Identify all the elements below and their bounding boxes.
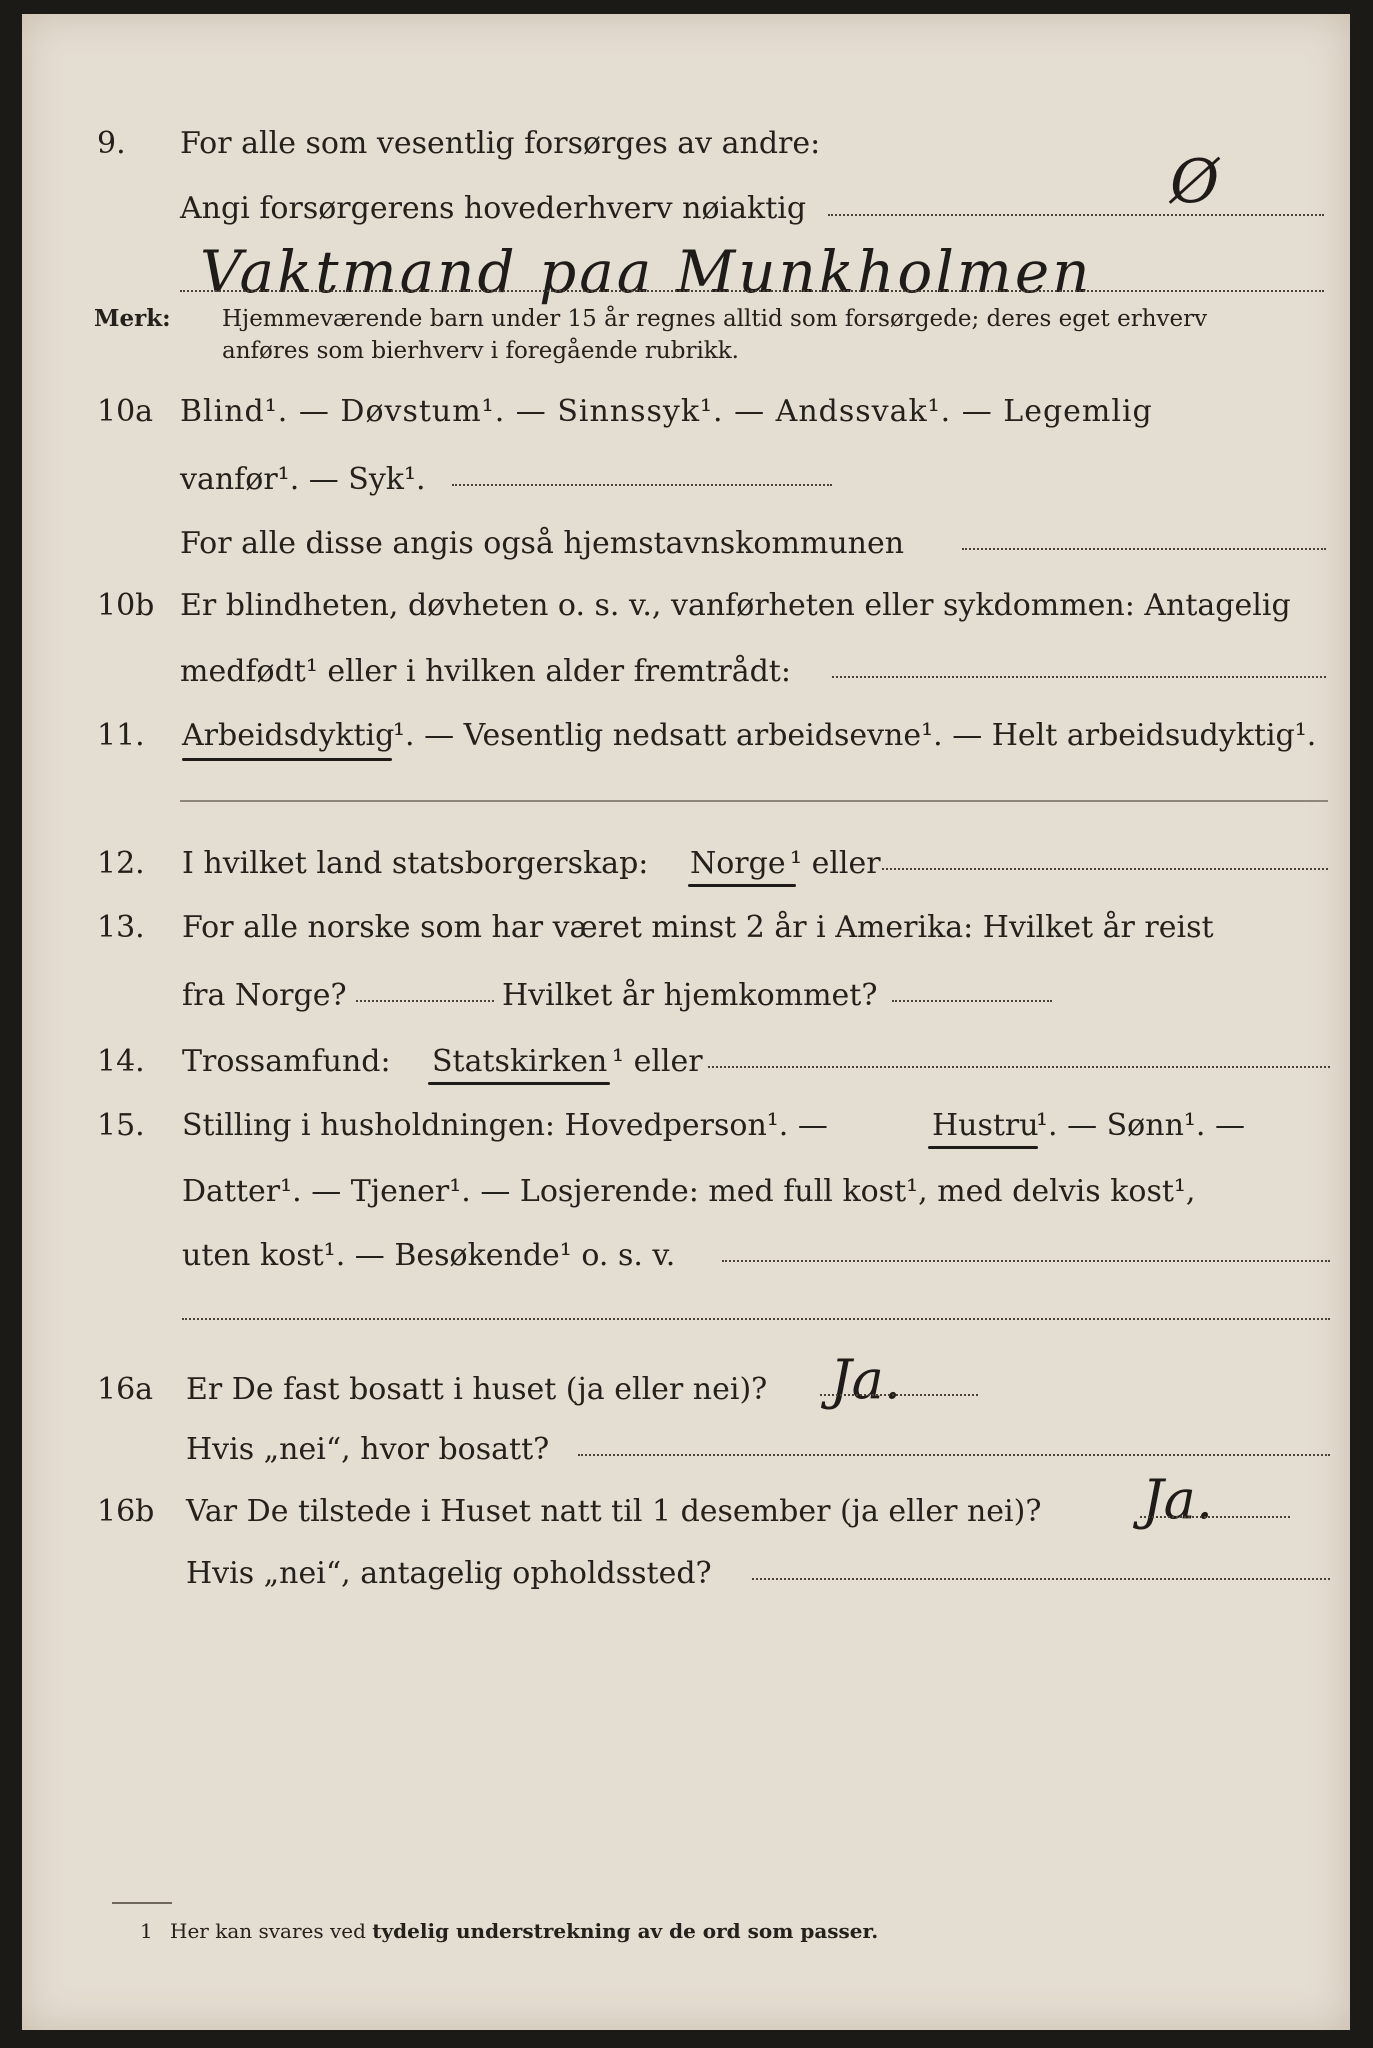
q15-answer-line	[182, 1318, 1330, 1320]
q16b-answer-line	[1140, 1516, 1290, 1518]
q16b-line1: Var De tilstede i Huset natt til 1 desember (ja eller nei)?	[186, 1494, 1042, 1529]
q15-handwritten-underline	[928, 1146, 1038, 1149]
q16a-number: 16a	[97, 1372, 154, 1407]
q13-line1: For alle norske som har været minst 2 år i Amerika: Hvilket år reist	[182, 910, 1214, 945]
q10a-municipality-line	[962, 548, 1326, 550]
footnote-bold: tydelig understrekning av de ord som passer.	[372, 1919, 879, 1943]
q11-rest: ¹. — Vesentlig nedsatt arbeidsevne¹. — Helt arbeidsudyktig¹.	[393, 718, 1317, 753]
q14-handwritten-underline	[428, 1082, 610, 1085]
q9-line1: For alle som vesentlig forsørges av andre:	[180, 126, 821, 161]
q16a-line1: Er De fast bosatt i huset (ja eller nei)?	[186, 1372, 768, 1407]
q10b-line1: Er blindheten, døvheten o. s. v., vanførheten eller sykdommen: Antagelig	[180, 588, 1291, 623]
q10a-line1: Blind¹. — Døvstum¹. — Sinnssyk¹. — Andssvak¹. — Legemlig	[180, 394, 1153, 429]
q13-return-line	[892, 1000, 1052, 1002]
footnote-text	[170, 1918, 878, 1944]
q11-option-arbeidsdyktig: Arbeidsdyktig	[182, 718, 395, 753]
q16b-number: 16b	[97, 1494, 155, 1529]
q14-option-statskirken: Statskirken	[432, 1044, 608, 1079]
q16b-location-line	[752, 1578, 1330, 1580]
q14-post: ¹ eller	[612, 1044, 703, 1079]
q16a-handwritten-answer: Ja.	[830, 1348, 902, 1411]
q12-fill-line	[882, 868, 1328, 870]
merk-line2: anføres som bierhverv i foregående rubrikk.	[222, 338, 739, 364]
q12-pre: I hvilket land statsborgerskap:	[182, 846, 649, 881]
q10a-fill-line	[452, 484, 832, 486]
q14-pre: Trossamfund:	[182, 1044, 391, 1079]
q15-option-hustru: Hustru	[932, 1108, 1039, 1143]
q9-line2: Angi forsørgerens hovederhverv nøiaktig	[180, 191, 807, 226]
footnote-mark: 1	[140, 1919, 153, 1943]
q16b-handwritten-answer: Ja.	[1142, 1468, 1214, 1531]
q16a-answer-line	[820, 1394, 978, 1396]
q13-line2b: Hvilket år hjemkommet?	[502, 978, 878, 1013]
q10a-line3: For alle disse angis også hjemstavnskommunen	[180, 526, 905, 561]
merk-line1: Hjemmeværende barn under 15 år regnes alltid som forsørgede; deres eget erhverv	[222, 306, 1208, 332]
q12-option-norge: Norge	[690, 846, 786, 881]
q16a-line2: Hvis „nei“, hvor bosatt?	[186, 1432, 550, 1467]
q16a-residence-line	[578, 1454, 1330, 1456]
q14-number: 14.	[97, 1044, 145, 1079]
q15-number: 15.	[97, 1108, 145, 1143]
q15-line1b: ¹. — Sønn¹. —	[1036, 1108, 1245, 1143]
q13-number: 13.	[97, 910, 145, 945]
q11-answer-line	[180, 800, 1328, 802]
q13-line2a: fra Norge?	[182, 978, 347, 1013]
q14-fill-line	[708, 1066, 1330, 1068]
q12-handwritten-underline	[688, 884, 796, 887]
q11-number: 11.	[97, 718, 145, 753]
q9-fill-line	[828, 214, 1324, 216]
q12-post: ¹ eller	[790, 846, 881, 881]
q16b-line2: Hvis „nei“, antagelig opholdssted?	[186, 1556, 712, 1591]
q15-fill-line	[722, 1260, 1330, 1262]
q15-line1a: Stilling i husholdningen: Hovedperson¹. —	[182, 1108, 828, 1143]
q9-handwritten-mark: Ø	[1170, 147, 1220, 217]
q11-handwritten-underline	[182, 758, 392, 761]
q10b-number: 10b	[97, 588, 155, 623]
q12-number: 12.	[97, 846, 145, 881]
q10a-number: 10a	[97, 394, 154, 429]
footnote-pre: Her kan svares ved	[170, 1919, 366, 1943]
q10b-line2: medfødt¹ eller i hvilken alder fremtrådt:	[180, 654, 791, 689]
q15-line3: uten kost¹. — Besøkende¹ o. s. v.	[182, 1238, 676, 1273]
q10a-line2: vanfør¹. — Syk¹.	[180, 462, 426, 497]
census-form-page	[22, 14, 1350, 2030]
q9-number: 9.	[97, 126, 126, 161]
merk-label: Merk:	[94, 305, 171, 332]
q15-line2: Datter¹. — Tjener¹. — Losjerende: med full kost¹, med delvis kost¹,	[182, 1174, 1196, 1209]
q13-departure-line	[356, 1000, 494, 1002]
q9-handwritten-answer: Vaktmand paa Munkholmen	[200, 238, 1093, 306]
footnote-rule	[112, 1902, 172, 1904]
q10b-fill-line	[832, 676, 1326, 678]
q9-answer-line	[180, 290, 1324, 292]
